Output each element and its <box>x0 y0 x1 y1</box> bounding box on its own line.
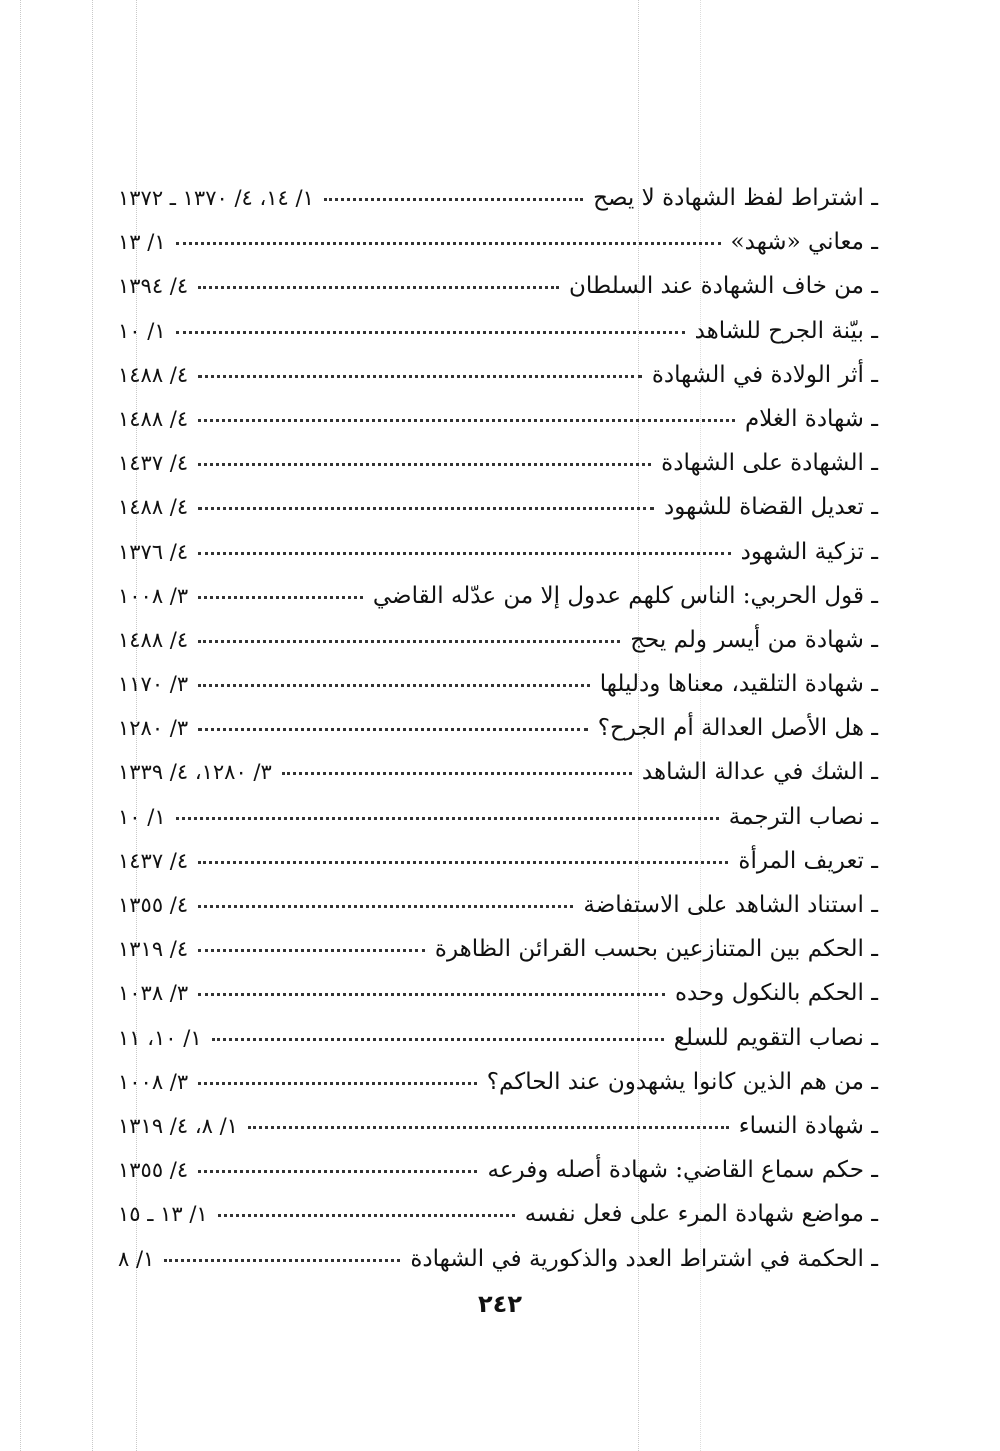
entry-title: ـ تعديل القضاة للشهود <box>664 494 878 521</box>
index-entry <box>118 1148 878 1192</box>
entry-title: ـ الحكم بين المتنازعين بحسب القرائن الظاهرة <box>434 936 878 963</box>
entry-reference: ٣/ ١٠٣٨ <box>118 981 189 1006</box>
entry-title: ـ تزكية الشهود <box>740 538 878 565</box>
dot-leader <box>198 285 559 289</box>
entry-reference: ١/ ١٠، ١١ <box>118 1025 202 1050</box>
entry-reference: ٣/ ١٠٠٨ <box>118 583 189 608</box>
dot-leader <box>324 197 583 201</box>
index-entry <box>118 1237 878 1281</box>
dot-leader <box>198 1081 477 1085</box>
entry-reference: ٤/ ١٤٨٨ <box>118 406 189 431</box>
entry-title: ـ استناد الشاهد على الاستفاضة <box>583 892 878 918</box>
entry-title: ـ شهادة النساء <box>738 1112 878 1139</box>
entry-reference: ٣/ ١٢٨٠، ٤/ ١٣٣٩ <box>118 760 272 785</box>
index-entry <box>118 1016 878 1060</box>
index-entry <box>118 1104 878 1148</box>
dot-leader <box>198 374 642 378</box>
entry-reference: ٤/ ١٣٩٤ <box>118 274 189 299</box>
dot-leader <box>198 1169 477 1173</box>
index-list <box>118 176 878 1281</box>
dot-leader <box>176 816 719 820</box>
dot-leader <box>198 551 731 555</box>
dot-leader <box>198 727 588 731</box>
entry-title: ـ شهادة التلقيد، معناها ودليلها <box>599 671 878 698</box>
entry-title: ـ من خاف الشهادة عند السلطان <box>568 273 878 300</box>
scan-guide-line <box>20 0 21 1451</box>
entry-reference: ٤/ ١٤٣٧ <box>118 451 189 476</box>
entry-title: ـ شهادة من أيسر ولم يحج <box>630 626 878 653</box>
entry-reference: ٤/ ١٣٥٥ <box>118 1158 189 1183</box>
index-entry <box>118 264 878 308</box>
entry-title: ـ من هم الذين كانوا يشهدون عند الحاكم؟ <box>486 1068 878 1095</box>
entry-title: ـ معاني «شهد» <box>730 229 878 256</box>
entry-reference: ٤/ ١٤٨٨ <box>118 362 189 387</box>
entry-title: ـ شهادة الغلام <box>745 405 878 432</box>
index-entry <box>118 883 878 927</box>
index-entry <box>118 441 878 485</box>
index-entry <box>118 530 878 574</box>
entry-reference: ٤/ ١٤٨٨ <box>118 495 189 520</box>
index-entry <box>118 574 878 618</box>
dot-leader <box>198 860 728 864</box>
entry-title: ـ الشك في عدالة الشاهد <box>641 759 878 786</box>
entry-title: ـ نصاب الترجمة <box>728 803 878 830</box>
entry-reference: ٤/ ١٣١٩ <box>118 937 189 962</box>
dot-leader <box>198 506 654 510</box>
index-entry <box>118 618 878 662</box>
dot-leader <box>212 1037 664 1041</box>
dot-leader <box>176 330 685 334</box>
entry-reference: ١/ ١٣ ـ ١٥ <box>118 1202 208 1227</box>
index-entry <box>118 485 878 529</box>
dot-leader <box>164 1258 400 1262</box>
dot-leader <box>198 948 425 952</box>
index-entry <box>118 353 878 397</box>
dot-leader <box>198 683 590 687</box>
entry-reference: ١/ ٨ <box>118 1246 155 1271</box>
dot-leader <box>198 418 735 422</box>
entry-title: ـ هل الأصل العدالة أم الجرح؟ <box>597 715 878 742</box>
dot-leader <box>218 1213 515 1217</box>
entry-reference: ١/ ١٤، ٤/ ١٣٧٠ ـ ١٣٧٢ <box>118 186 314 210</box>
dot-leader <box>198 904 573 908</box>
dot-leader <box>198 595 363 599</box>
index-entry <box>118 662 878 706</box>
entry-title: ـ الحكم بالنكول وحده <box>674 980 878 1007</box>
entry-reference: ٤/ ١٤٨٨ <box>118 627 189 652</box>
page-number: ٢٤٢ <box>478 1290 522 1318</box>
scan-guide-line <box>92 0 93 1451</box>
dot-leader <box>198 462 651 466</box>
dot-leader <box>282 771 632 775</box>
entry-title: ـ قول الحربي: الناس كلهم عدول إلا من عدّله القاضي <box>372 582 878 609</box>
index-entry <box>118 1192 878 1236</box>
entry-reference: ١/ ١٠ <box>118 804 166 829</box>
index-entry <box>118 839 878 883</box>
entry-title: ـ نصاب التقويم للسلع <box>673 1024 878 1051</box>
dot-leader <box>198 992 665 996</box>
dot-leader <box>198 639 620 643</box>
entry-title: ـ بيّنة الجرح للشاهد <box>694 317 878 344</box>
index-entry <box>118 220 878 264</box>
entry-reference: ٣/ ١٢٨٠ <box>118 716 189 741</box>
entry-title: ـ مواضع شهادة المرء على فعل نفسه <box>524 1201 878 1228</box>
entry-reference: ٣/ ١١٧٠ <box>118 672 189 697</box>
index-entry <box>118 309 878 353</box>
index-entry <box>118 397 878 441</box>
index-entry <box>118 795 878 839</box>
index-entry <box>118 750 878 794</box>
entry-reference: ٤/ ١٤٣٧ <box>118 848 189 873</box>
index-entry <box>118 706 878 750</box>
index-entry <box>118 927 878 971</box>
entry-reference: ٤/ ١٣٥٥ <box>118 893 189 917</box>
dot-leader <box>248 1125 729 1129</box>
entry-reference: ١/ ١٠ <box>118 318 166 343</box>
entry-reference: ٣/ ١٠٠٨ <box>118 1069 189 1094</box>
entry-reference: ١/ ٨، ٤/ ١٣١٩ <box>118 1113 238 1138</box>
dot-leader <box>176 241 721 245</box>
entry-title: ـ الحكمة في اشتراط العدد والذكورية في الشهادة <box>410 1245 878 1272</box>
entry-title: ـ تعريف المرأة <box>738 847 878 874</box>
index-entry <box>118 176 878 220</box>
entry-title: ـ اشتراط لفظ الشهادة لا يصح <box>593 185 878 211</box>
entry-reference: ١/ ١٣ <box>118 230 166 255</box>
entry-title: ـ الشهادة على الشهادة <box>661 450 878 477</box>
index-entry <box>118 971 878 1015</box>
entry-title: ـ أثر الولادة في الشهادة <box>651 361 878 388</box>
index-entry <box>118 1060 878 1104</box>
entry-reference: ٤/ ١٣٧٦ <box>118 539 189 564</box>
entry-title: ـ حكم سماع القاضي: شهادة أصله وفرعه <box>487 1157 878 1184</box>
